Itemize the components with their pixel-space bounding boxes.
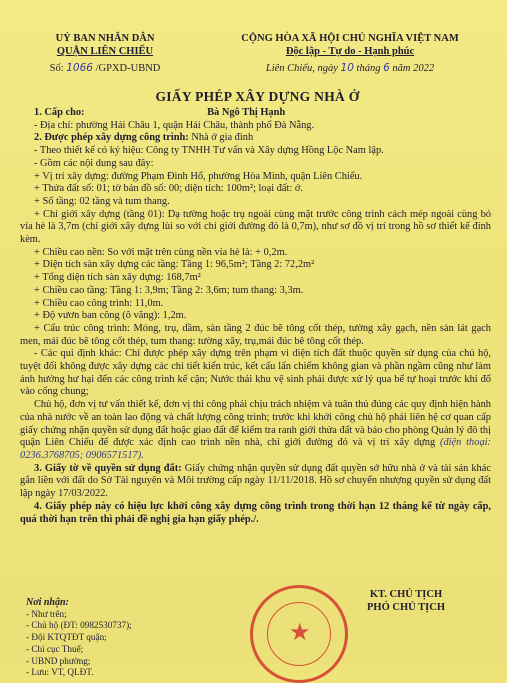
recipient-item: - Như trên; bbox=[26, 608, 67, 619]
national-motto: Độc lập - Tự do - Hạnh phúc bbox=[285, 46, 415, 57]
recipients-heading: Nơi nhận: bbox=[26, 597, 69, 608]
section-2-value: Nhà ở gia đình bbox=[191, 132, 254, 144]
date-month-label: tháng bbox=[356, 63, 381, 74]
includes-line: - Gồm các nội dung sau đây: bbox=[34, 157, 154, 169]
total-area-line: + Tổng diện tích sàn xây dựng: 168,7m² bbox=[34, 272, 201, 284]
signature-line-1: KT. CHỦ TỊCH bbox=[369, 589, 443, 600]
boundary-paragraph: + Chỉ giới xây dựng (tầng 01): Dạ tường hoặc trụ ngoài cùng mặt trước công trình cách mép ngoài cùng bó vỉa hè là 3,7m (chỉ giới xây dựng lùi so với chỉ giới đường đỏ là 0,7m), như sơ đồ vị trí trong hồ sơ thiết kế đính kèm. bbox=[20, 208, 491, 246]
date-month: 6 bbox=[383, 62, 390, 74]
date-year: năm 2022 bbox=[392, 63, 435, 74]
document-title: GIẤY PHÉP XÂY DỰNG NHÀ Ở bbox=[155, 89, 360, 104]
issuer-block bbox=[20, 6, 190, 75]
date-day: 10 bbox=[340, 62, 354, 74]
section-1-line bbox=[20, 107, 491, 120]
national-title: CỘNG HÒA XÃ HỘI CHỦ NGHĨA VIỆT NAM bbox=[241, 33, 459, 44]
recipients-block bbox=[26, 597, 132, 679]
number-suffix: /GPXD-UBND bbox=[95, 63, 161, 74]
signature-line-2: PHÓ CHỦ TỊCH bbox=[367, 602, 445, 613]
national-heading bbox=[205, 6, 495, 75]
lot-line: + Thửa đất số: 01; tờ bản đồ số: 00; diện tích: 100m²; loại đất: ở. bbox=[34, 183, 303, 195]
total-height-line: + Chiều cao công trình: 11,0m. bbox=[34, 297, 164, 309]
number-handwritten: 1066 bbox=[66, 62, 93, 74]
grantee-name: Bà Ngô Thị Hạnh bbox=[207, 107, 286, 118]
section-4-paragraph: 4. Giấy phép này có hiệu lực khởi công xây dựng công trình trong thời hạn 12 tháng kể từ ngày cấp, quá thời hạn trên thì phải đề nghị gia hạn giấy phép./. bbox=[20, 500, 491, 525]
issue-date bbox=[205, 62, 495, 75]
document-header bbox=[20, 6, 495, 75]
grantee-address: - Địa chỉ: phường Hải Châu 1, quận Hải Châu, thành phố Đà Nẵng. bbox=[34, 119, 315, 131]
recipient-item: - Chủ hộ (ĐT: 0982530737); bbox=[26, 620, 132, 631]
recipient-item: - UBND phường; bbox=[26, 655, 91, 666]
floor-heights-line: + Chiều cao tầng: Tầng 1: 3,9m; Tầng 2: 3,6m; tum thang: 3,3m. bbox=[34, 284, 304, 296]
recipient-item: - Lưu: VT, QLĐT. bbox=[26, 667, 94, 678]
recipient-item: - Đội KTQTĐT quận; bbox=[26, 632, 107, 643]
balcony-line: + Độ vươn ban công (ô văng): 1,2m. bbox=[34, 310, 187, 322]
document-body bbox=[20, 107, 495, 526]
document-number bbox=[20, 62, 190, 75]
owner-paragraph bbox=[20, 399, 491, 463]
issuer-line-1: UỶ BAN NHÂN DÂN bbox=[55, 33, 155, 44]
number-prefix: Số: bbox=[49, 63, 64, 74]
design-line: - Theo thiết kế có ký hiệu: Công ty TNHH Tư vấn và Xây dựng Hồng Lộc Nam lập. bbox=[34, 145, 384, 157]
owner-text: Chủ hộ, đơn vị tư vấn thiết kế, đơn vị thi công phải chịu trách nhiệm và tuân thủ đúng các quy định hiện hành của nhà nước về an toàn lao động và chất lượng công trình; trước khi khởi công chủ hộ phải liên hệ cơ quan cấp giấy chứng nhận quyền sử dụng đất hoặc giao đất để kiểm tra ranh giới thửa đất và báo cho phòng Quản lý đô thị quận Liên Chiểu để được xác định cao trình nền nhà, chỉ giới đường đỏ và vị trí xây dựng bbox=[20, 399, 491, 449]
base-height-line: + Chiều cao nền: So với mặt trên cùng nền vỉa hè là: + 0,2m. bbox=[34, 246, 288, 258]
issuer-line-2: QUẬN LIÊN CHIỂU bbox=[56, 46, 154, 57]
section-3-text: Giấy chứng nhận quyền sử dụng đất quyền sở hữu nhà ở và tài sản khác gắn liền với đất do Sở Tài nguyên và Môi trường cấp ngày 11/11/2018. Hồ sơ chuyển nhượng quyền sử dụng đất lập ngày 17/03/2022. bbox=[20, 462, 491, 500]
contact-phone: (điện thoại: 0236.3768705; 0906571517). bbox=[20, 437, 491, 461]
section-2-label: 2. Được phép xây dựng công trình: bbox=[34, 132, 189, 144]
seal-star-icon: ★ bbox=[289, 620, 311, 646]
recipient-item: - Chi cục Thuế; bbox=[26, 643, 84, 654]
section-2-line bbox=[20, 132, 491, 145]
section-1-label: 1. Cấp cho: bbox=[34, 107, 85, 118]
floor-area-line: + Diện tích sàn xây dựng các tầng: Tầng 1: 96,5m²; Tầng 2: 72,2m² bbox=[34, 259, 315, 271]
other-rules-paragraph: - Các qui định khác: Chỉ được phép xây dựng trên phạm vi diện tích đất thuộc quyền sử dụng của chủ hộ, tuyệt đối không được xây dựng các chi tiết kiến trúc, kết cấu lấn chiếm không gian và phần ngầm cũng như làm ảnh hưởng hư hại đến các công trình kế cận; Nước thải khu vệ sinh phải được xử lý qua bể tự hoại trước khi đổ vào cống chung; bbox=[20, 348, 491, 398]
floors-line: + Số tầng: 02 tầng và tum thang. bbox=[34, 195, 170, 207]
date-prefix: Liên Chiểu, ngày bbox=[265, 63, 338, 74]
structure-paragraph: + Cấu trúc công trình: Móng, trụ, dầm, sàn tầng 2 đúc bê tông cốt thép, tường xây gạch, nền sàn lát gạch men, mái đúc bê tông cốt thép, tum thang: tường xây, trụ,mái đúc bê tông cốt thép. bbox=[20, 322, 491, 347]
section-3-label: 3. Giấy tờ về quyền sử dụng đất: bbox=[34, 462, 182, 474]
signature-block bbox=[321, 588, 491, 614]
section-3-paragraph bbox=[20, 463, 491, 501]
location-line: + Vị trí xây dựng: đường Phạm Đình Hổ, phường Hòa Minh, quận Liên Chiểu. bbox=[34, 170, 363, 182]
